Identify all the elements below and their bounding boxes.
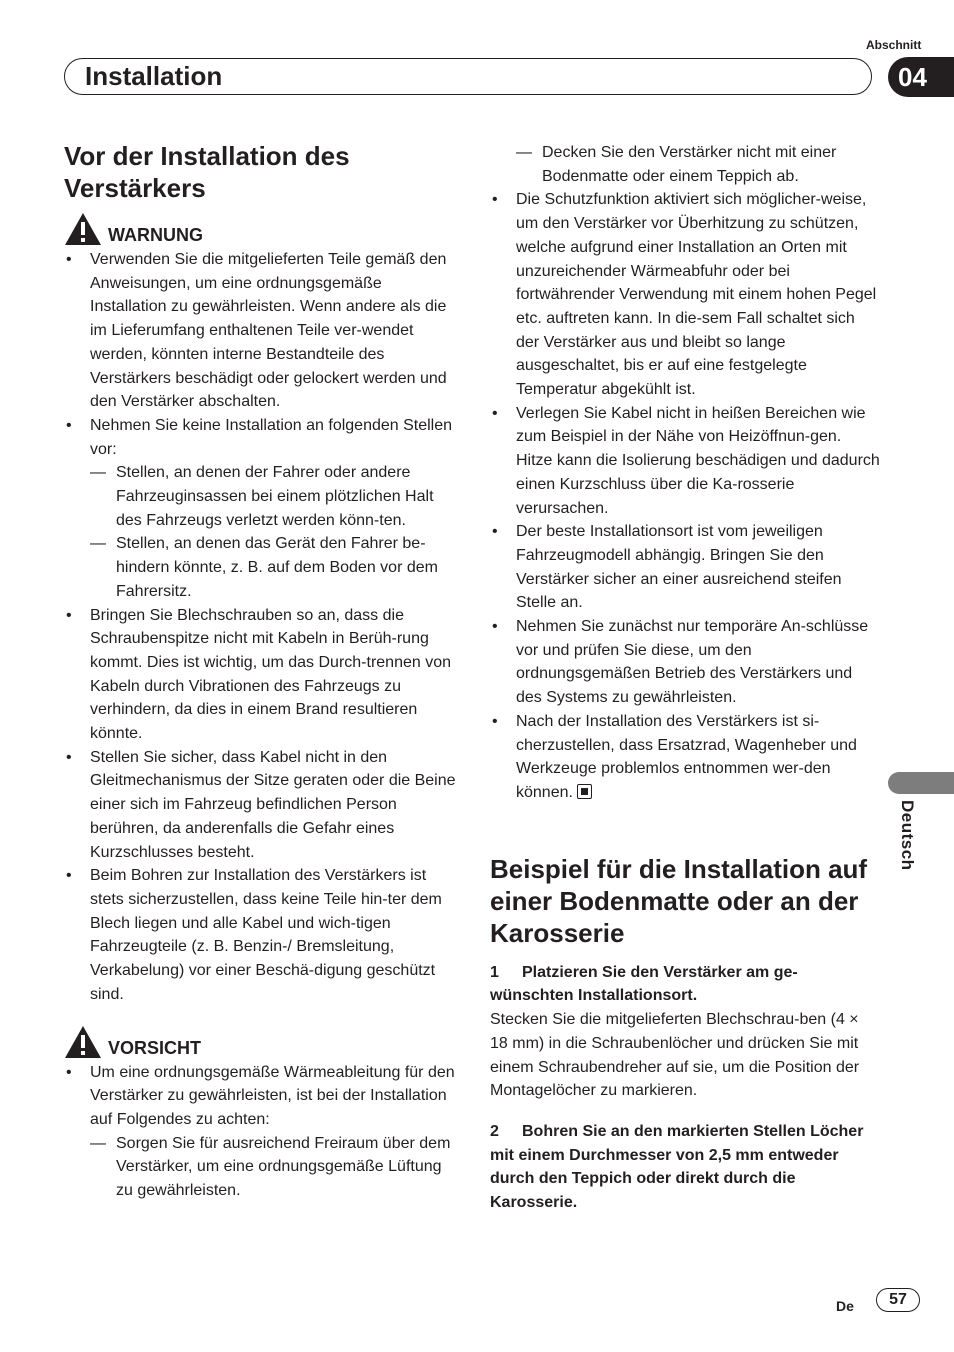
list-item: • Nach der Installation des Verstärkers ist si-cherzustellen, dass Ersatzrad, Wagenheber und Werkzeuge problemlos entnommen wer-den können.	[490, 710, 880, 805]
page-number: 57	[876, 1288, 920, 1312]
list-item: • Verwenden Sie die mitgelieferten Teile gemäß den Anweisungen, um eine ordnungsgemäße Installation zu gewährleisten. Wenn andere als die im Lieferumfang enthaltenen Teile ver-wendet werden, könnten interne Bestandteile des Verstärkers beschädigt oder gelockert werden und den Verstärker abschalten.	[64, 248, 456, 414]
sub-list	[90, 461, 456, 603]
step-1-body: Stecken Sie die mitgelieferten Blechschrau-ben (4 × 18 mm) in die Schraubenlöcher und drücken Sie mit einem Schraubendreher auf sie, um die Position der Montagelöcher zu markieren.	[490, 1011, 860, 1100]
end-of-section-icon	[577, 784, 592, 799]
list-item: • Die Schutzfunktion aktiviert sich möglicher-weise, um den Verstärker vor Überhitzung zu schützen, welche aufgrund einer Installation an Orten mit unzureichender Wärmeabfuhr oder bei fortwährender Verwendung mit einem hohen Pegel etc. auftreten kann. In die-sem Fall schaltet sich der Verstärker aus und bleibt so lange ausgeschaltet, bis er auf eine festgelegte Temperatur abgekühlt ist.	[490, 188, 880, 401]
chapter-badge: 04	[888, 57, 954, 97]
step-1-heading: 1 Platzieren Sie den Verstärker am ge-wünschten Installationsort.	[490, 961, 880, 1008]
section-heading-installation-example: Beispiel für die Installation auf einer Bodenmatte oder an der Karosserie	[490, 853, 868, 948]
warning-icon	[64, 212, 102, 246]
step-number: 2	[490, 1122, 499, 1140]
page-title: Installation	[85, 61, 223, 91]
language-label: Deutsch	[898, 800, 917, 871]
warning-list	[64, 248, 456, 1007]
list-item: • Verlegen Sie Kabel nicht in heißen Bereichen wie zum Beispiel in der Nähe von Heizöffnun-gen. Hitze kann die Isolierung beschädigen und dadurch einen Kurzschluss über die Ka-rosserie verursachen.	[490, 402, 880, 521]
list-item: • Nehmen Sie zunächst nur temporäre An-schlüsse vor und prüfen Sie diese, um den ordnungsgemäßen Betrieb des Verstärkers und des Systems zu gewährleisten.	[490, 615, 880, 710]
language-tab	[888, 772, 954, 794]
sub-list	[90, 1132, 456, 1203]
left-column	[64, 140, 456, 1203]
caution-list-continued	[490, 188, 880, 804]
right-column	[490, 141, 880, 1215]
section-label: Abschnitt	[866, 38, 922, 52]
step-1	[490, 961, 880, 1103]
step-number: 1	[490, 963, 499, 981]
step-2-heading: 2 Bohren Sie an den markierten Stellen Löcher mit einem Durchmesser von 2,5 mm entweder durch den Teppich oder direkt durch die Karosserie.	[490, 1120, 880, 1215]
caution-icon	[64, 1025, 102, 1059]
step-2	[490, 1120, 880, 1215]
header-bar	[64, 58, 872, 95]
list-item: • Stellen Sie sicher, dass Kabel nicht in den Gleitmechanismus der Sitze geraten oder die Beine einer sich im Fahrzeug befindlichen Person berühren, da anderenfalls die Gefahr eines Kurzschlusses besteht.	[64, 746, 456, 865]
list-item: • Nehmen Sie keine Installation an folgenden Stellen vor: — Stellen, an denen der Fahrer oder andere Fahrzeuginsassen bei einem plötzlichen Halt des Fahrzeugs verletzt werden könn-ten. — Stellen, an denen das Gerät den Fahrer be-hindern könnte, z. B. auf dem Boden vor dem Fahrersitz.	[64, 414, 456, 604]
caution-list	[64, 1061, 456, 1203]
section-heading-before-installation: Vor der Installation des Verstärkers	[64, 141, 350, 203]
sub-list-item: — Stellen, an denen das Gerät den Fahrer be-hindern könnte, z. B. auf dem Boden vor dem Fahrersitz.	[90, 532, 456, 603]
sub-list-item: — Sorgen Sie für ausreichend Freiraum über dem Verstärker, um eine ordnungsgemäße Lüftung zu gewährleisten.	[90, 1132, 456, 1203]
sub-list-item: — Stellen, an denen der Fahrer oder andere Fahrzeuginsassen bei einem plötzlichen Halt des Fahrzeugs verletzt werden könn-ten.	[90, 461, 456, 532]
caution-label: VORSICHT	[108, 1037, 202, 1058]
list-item: • Der beste Installationsort ist vom jeweiligen Fahrzeugmodell abhängig. Bringen Sie den Verstärker sicher an einer ausreichend steifen Stelle an.	[490, 520, 880, 615]
warning-header	[64, 212, 456, 248]
warning-label: WARNUNG	[108, 225, 203, 245]
list-item: • Um eine ordnungsgemäße Wärmeableitung für den Verstärker zu gewährleisten, ist bei der Installation auf Folgendes zu achten: — Sorgen Sie für ausreichend Freiraum über dem Verstärker, um eine ordnungsgemäße Lüftung zu gewährleisten.	[64, 1061, 456, 1203]
sub-list-item: — Decken Sie den Verstärker nicht mit einer Bodenmatte oder einem Teppich ab.	[490, 141, 880, 188]
caution-header	[64, 1025, 456, 1061]
list-item: • Bringen Sie Blechschrauben so an, dass die Schraubenspitze nicht mit Kabeln in Berüh-rung kommt. Dies ist wichtig, um das Durch-trennen von Kabeln durch Vibrationen des Fahrzeugs zu verhindern, da dies in einem Brand resultieren könnte.	[64, 604, 456, 746]
footer-language-code: De	[836, 1298, 854, 1314]
list-item: • Beim Bohren zur Installation des Verstärkers ist stets sicherzustellen, dass keine Teile hin-ter dem Blech liegen und alle Kabel und wich-tigen Fahrzeugteile (z. B. Benzin-/ Bremsleitung, Verkabelung) vor einer Beschä-digung geschützt sind.	[64, 864, 456, 1006]
